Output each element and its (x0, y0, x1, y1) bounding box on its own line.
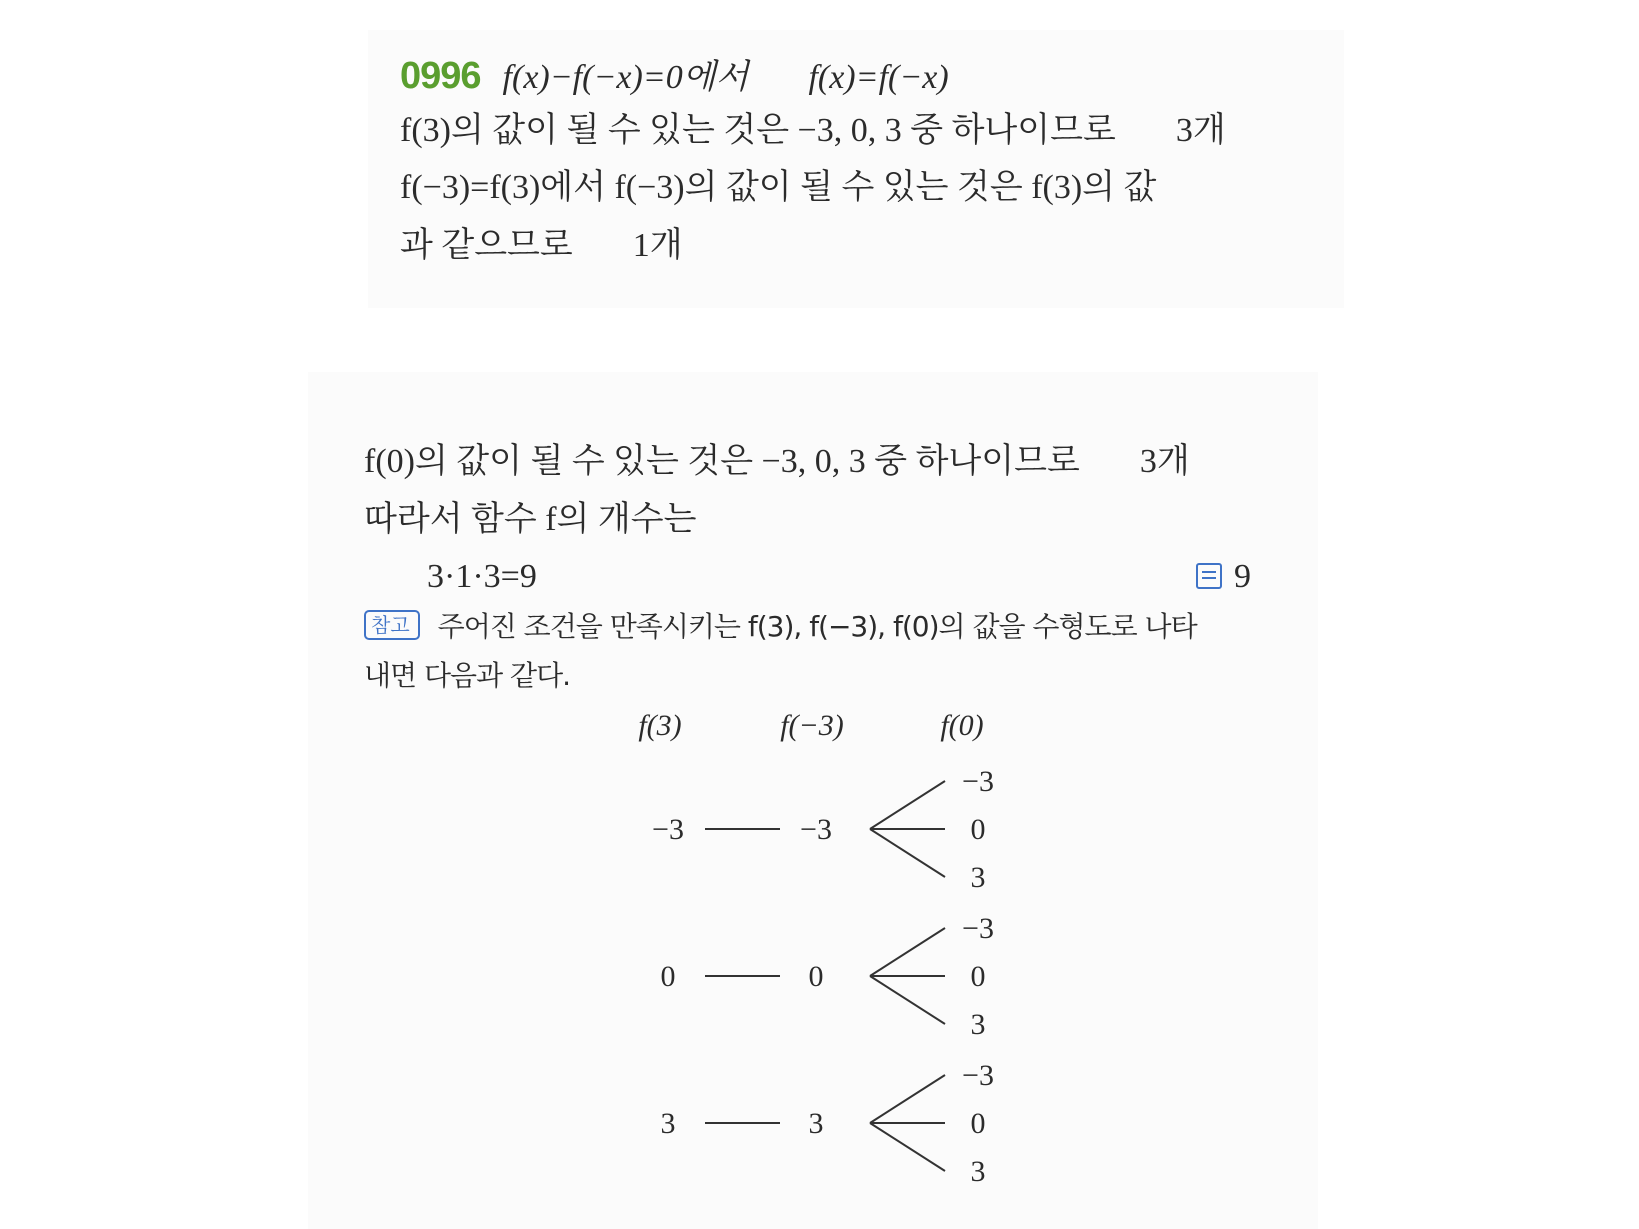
tree-header-f0: f(0) (940, 709, 984, 742)
tree-node-fm3: 0 (808, 960, 824, 993)
tree-leaf-f0: −3 (962, 765, 994, 798)
tree-branch (870, 976, 945, 1024)
line-2-count: 3개 (1175, 112, 1226, 149)
note-line-2: 내면 다음과 같다. (364, 659, 571, 692)
tree-leaf-f0: −3 (962, 912, 994, 945)
tree-node-fm3: 3 (808, 1107, 824, 1140)
tree-branch (870, 829, 945, 877)
tree-node-f3: 3 (660, 1107, 676, 1140)
tree-node-f3: −3 (652, 813, 684, 846)
tree-leaf-f0: 0 (970, 813, 986, 846)
count-formula: 3·1·3=9 (427, 558, 537, 595)
cont-line-1-count: 3개 (1139, 443, 1190, 480)
tree-branch (870, 928, 945, 976)
tree-header-f3: f(3) (638, 709, 682, 742)
tree-rows (652, 765, 994, 1188)
tree-node-fm3: −3 (800, 813, 832, 846)
tree-branch (870, 1123, 945, 1171)
note-badge: 참고 (364, 610, 420, 640)
line-2-text: f(3)의 값이 될 수 있는 것은 −3, 0, 3 중 하나이므로 (400, 112, 1116, 149)
line-4-count: 1개 (632, 227, 683, 264)
problem-number: 0996 (400, 55, 481, 97)
answer-value: 9 (1234, 558, 1251, 595)
tree-leaf-f0: 0 (970, 1107, 986, 1140)
line-4-text: 과 같으므로 (400, 227, 573, 264)
tree-leaf-f0: 3 (970, 1008, 986, 1041)
problem-line-3: f(−3)=f(3)에서 f(−3)의 값이 될 수 있는 것은 f(3)의 값 (400, 169, 1157, 206)
tree-leaf-f0: 0 (970, 960, 986, 993)
tree-header-fm3: f(−3) (780, 709, 844, 742)
note-text-1: 주어진 조건을 만족시키는 f(3), f(−3), f(0)의 값을 수형도로 나타 (437, 610, 1197, 643)
tree-branch (870, 781, 945, 829)
equation-1-result: f(x)=f(−x) (808, 59, 949, 96)
tree-headers (638, 709, 983, 742)
tree-node-f3: 0 (660, 960, 676, 993)
cont-line-1-text: f(0)의 값이 될 수 있는 것은 −3, 0, 3 중 하나이므로 (364, 443, 1080, 480)
tree-leaf-f0: −3 (962, 1059, 994, 1092)
tree-leaf-f0: 3 (970, 1155, 986, 1188)
continuation-line-2: 따라서 함수 f의 개수는 (364, 501, 697, 538)
equation-1: f(x)−f(−x)=0에서 (502, 59, 749, 96)
tree-leaf-f0: 3 (970, 861, 986, 894)
tree-branch (870, 1075, 945, 1123)
